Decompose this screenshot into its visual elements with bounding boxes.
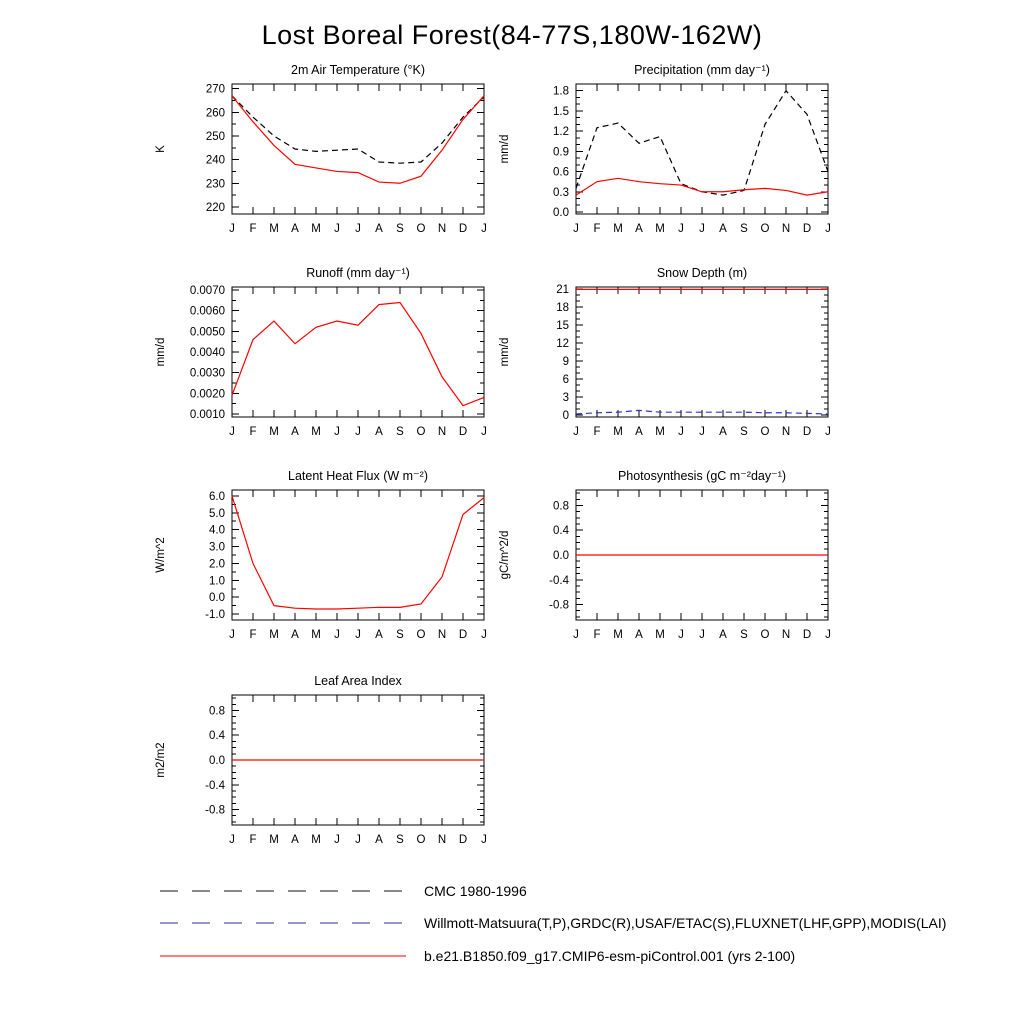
svg-text:J: J — [355, 834, 361, 846]
svg-text:O: O — [416, 426, 426, 438]
svg-text:A: A — [291, 426, 299, 438]
svg-text:0.3: 0.3 — [553, 186, 569, 199]
svg-text:A: A — [635, 426, 643, 438]
svg-text:M: M — [655, 223, 665, 235]
svg-text:A: A — [375, 223, 383, 235]
svg-text:J: J — [678, 426, 684, 438]
svg-text:A: A — [635, 629, 643, 641]
svg-text:N: N — [437, 629, 447, 641]
chart-2m-air-temperature — [146, 58, 496, 243]
svg-text:0.8: 0.8 — [553, 500, 569, 513]
svg-text:F: F — [593, 629, 601, 641]
svg-text:0.0020: 0.0020 — [189, 388, 225, 401]
chart-photosynthesis — [490, 464, 840, 649]
svg-text:F: F — [249, 834, 257, 846]
svg-text:1.0: 1.0 — [209, 575, 225, 588]
svg-text:F: F — [249, 223, 257, 235]
svg-text:N: N — [781, 223, 791, 235]
svg-text:J: J — [573, 629, 579, 641]
svg-text:Precipitation (mm day⁻¹): Precipitation (mm day⁻¹) — [634, 63, 770, 77]
svg-text:0.0: 0.0 — [553, 550, 569, 562]
svg-text:J: J — [825, 629, 831, 641]
svg-text:220: 220 — [205, 201, 225, 214]
svg-text:A: A — [375, 426, 383, 438]
svg-text:M: M — [311, 629, 321, 641]
svg-text:mm/d: mm/d — [499, 134, 511, 164]
svg-text:J: J — [699, 426, 705, 438]
svg-text:1.5: 1.5 — [553, 105, 569, 118]
svg-text:4.0: 4.0 — [209, 524, 225, 537]
svg-text:M: M — [655, 426, 665, 438]
svg-text:D: D — [458, 629, 468, 641]
svg-text:260: 260 — [205, 107, 225, 120]
svg-text:-1.0: -1.0 — [205, 609, 225, 622]
svg-text:Leaf Area Index: Leaf Area Index — [314, 674, 402, 688]
svg-text:0.0: 0.0 — [209, 755, 225, 767]
svg-text:J: J — [573, 223, 579, 235]
svg-text:6: 6 — [562, 374, 569, 387]
svg-text:J: J — [699, 629, 705, 641]
svg-text:O: O — [760, 223, 770, 235]
svg-text:S: S — [396, 426, 404, 438]
legend-row-obs — [158, 914, 946, 932]
svg-text:N: N — [781, 426, 791, 438]
svg-text:O: O — [416, 834, 426, 846]
svg-text:S: S — [396, 223, 404, 235]
svg-text:D: D — [802, 629, 812, 641]
svg-text:M: M — [311, 426, 321, 438]
svg-text:J: J — [678, 629, 684, 641]
svg-text:240: 240 — [205, 154, 225, 167]
svg-text:D: D — [802, 426, 812, 438]
svg-text:J: J — [334, 834, 340, 846]
svg-text:S: S — [740, 629, 748, 641]
svg-text:O: O — [416, 629, 426, 641]
svg-text:J: J — [334, 426, 340, 438]
svg-text:N: N — [437, 223, 447, 235]
svg-text:J: J — [334, 223, 340, 235]
figure-title: Lost Boreal Forest(84-77S,180W-162W) — [261, 20, 763, 50]
svg-text:M: M — [613, 629, 623, 641]
svg-text:0.0070: 0.0070 — [189, 285, 225, 298]
svg-text:0.8: 0.8 — [209, 705, 225, 718]
svg-text:0: 0 — [562, 410, 569, 423]
svg-text:W/m^2: W/m^2 — [155, 537, 167, 573]
svg-text:M: M — [269, 426, 279, 438]
svg-text:2.0: 2.0 — [209, 558, 225, 571]
svg-text:M: M — [269, 834, 279, 846]
svg-text:O: O — [416, 223, 426, 235]
svg-text:6.0: 6.0 — [209, 490, 225, 503]
svg-text:0.0060: 0.0060 — [189, 305, 225, 318]
svg-text:gC/m^2/d: gC/m^2/d — [499, 530, 511, 580]
svg-text:O: O — [760, 426, 770, 438]
chart-latent-heat-flux — [146, 464, 496, 649]
svg-text:N: N — [781, 629, 791, 641]
svg-text:A: A — [719, 629, 727, 641]
legend-row-cmc — [158, 882, 527, 900]
svg-text:21: 21 — [556, 283, 569, 296]
svg-text:J: J — [481, 223, 487, 235]
svg-text:J: J — [481, 629, 487, 641]
svg-text:0.4: 0.4 — [209, 730, 225, 743]
svg-text:3: 3 — [562, 392, 569, 405]
svg-text:1.8: 1.8 — [553, 85, 569, 98]
svg-text:M: M — [613, 223, 623, 235]
svg-text:0.0050: 0.0050 — [189, 326, 225, 339]
svg-text:S: S — [396, 834, 404, 846]
svg-text:Runoff (mm day⁻¹): Runoff (mm day⁻¹) — [306, 266, 410, 280]
svg-text:A: A — [291, 223, 299, 235]
svg-text:D: D — [802, 223, 812, 235]
svg-text:J: J — [229, 426, 235, 438]
svg-text:A: A — [719, 426, 727, 438]
svg-text:A: A — [719, 223, 727, 235]
legend-label-cmc: CMC 1980-1996 — [424, 883, 527, 899]
legend-label-obs: Willmott-Matsuura(T,P),GRDC(R),USAF/ETAC(S),FLUXNET(LHF,GPP),MODIS(LAI) — [424, 915, 947, 931]
svg-text:-0.8: -0.8 — [549, 599, 569, 612]
svg-text:Latent Heat Flux (W m⁻²): Latent Heat Flux (W m⁻²) — [288, 469, 428, 483]
svg-text:K: K — [155, 145, 167, 153]
svg-text:5.0: 5.0 — [209, 507, 225, 520]
svg-text:2m Air Temperature (°K): 2m Air Temperature (°K) — [291, 63, 425, 77]
svg-text:J: J — [481, 834, 487, 846]
chart-precipitation — [490, 58, 840, 243]
svg-text:J: J — [825, 223, 831, 235]
svg-text:N: N — [437, 834, 447, 846]
svg-text:0.4: 0.4 — [553, 525, 569, 538]
svg-text:250: 250 — [205, 131, 225, 143]
svg-text:0.9: 0.9 — [553, 146, 569, 159]
svg-text:J: J — [699, 223, 705, 235]
legend-label-model: b.e21.B1850.f09_g17.CMIP6-esm-piControl.001 (yrs 2-100) — [424, 948, 796, 964]
svg-text:J: J — [481, 426, 487, 438]
svg-text:D: D — [458, 223, 468, 235]
svg-text:-0.4: -0.4 — [205, 779, 225, 792]
svg-text:S: S — [396, 629, 404, 641]
svg-text:-0.4: -0.4 — [549, 574, 569, 587]
svg-text:0.0: 0.0 — [553, 206, 569, 219]
svg-text:12: 12 — [556, 337, 569, 350]
legend-row-model — [158, 947, 795, 965]
svg-text:Photosynthesis (gC m⁻²day⁻¹): Photosynthesis (gC m⁻²day⁻¹) — [617, 469, 787, 483]
chart-leaf-area-index — [146, 669, 496, 854]
svg-text:M: M — [613, 426, 623, 438]
svg-text:F: F — [249, 426, 257, 438]
svg-text:O: O — [760, 629, 770, 641]
svg-text:F: F — [593, 223, 601, 235]
svg-text:A: A — [291, 629, 299, 641]
svg-text:S: S — [740, 426, 748, 438]
svg-text:J: J — [229, 834, 235, 846]
svg-text:S: S — [740, 223, 748, 235]
svg-text:M: M — [655, 629, 665, 641]
svg-text:A: A — [291, 834, 299, 846]
svg-text:J: J — [355, 629, 361, 641]
svg-text:0.0030: 0.0030 — [189, 367, 225, 380]
chart-snow-depth — [490, 261, 840, 446]
svg-text:D: D — [458, 426, 468, 438]
svg-text:270: 270 — [205, 83, 225, 96]
svg-text:Snow Depth (m): Snow Depth (m) — [656, 266, 748, 280]
svg-text:3.0: 3.0 — [209, 541, 225, 554]
svg-text:M: M — [311, 223, 321, 235]
svg-text:A: A — [375, 629, 383, 641]
svg-text:mm/d: mm/d — [155, 337, 167, 367]
svg-text:J: J — [229, 629, 235, 641]
svg-text:M: M — [269, 629, 279, 641]
svg-text:M: M — [269, 223, 279, 235]
svg-text:9: 9 — [562, 356, 569, 369]
svg-text:1.2: 1.2 — [553, 126, 569, 139]
svg-text:J: J — [355, 426, 361, 438]
svg-text:J: J — [573, 426, 579, 438]
svg-text:A: A — [635, 223, 643, 235]
svg-text:0.0010: 0.0010 — [189, 408, 225, 421]
legend-line-model-icon — [158, 948, 408, 964]
svg-text:M: M — [311, 834, 321, 846]
svg-text:J: J — [678, 223, 684, 235]
svg-text:0.6: 0.6 — [553, 166, 569, 179]
svg-text:0.0040: 0.0040 — [189, 347, 225, 359]
svg-text:D: D — [458, 834, 468, 846]
svg-text:J: J — [334, 629, 340, 641]
svg-text:15: 15 — [556, 319, 569, 332]
svg-text:18: 18 — [556, 301, 569, 314]
svg-text:N: N — [437, 426, 447, 438]
svg-text:F: F — [249, 629, 257, 641]
svg-text:J: J — [355, 223, 361, 235]
svg-text:A: A — [375, 834, 383, 846]
svg-text:J: J — [229, 223, 235, 235]
svg-text:J: J — [825, 426, 831, 438]
svg-text:0.0: 0.0 — [209, 592, 225, 605]
legend-line-obs-icon — [158, 915, 408, 931]
svg-text:230: 230 — [205, 178, 225, 191]
svg-text:mm/d: mm/d — [499, 337, 511, 367]
chart-runoff — [146, 261, 496, 446]
svg-text:F: F — [593, 426, 601, 438]
svg-text:-0.8: -0.8 — [205, 804, 225, 817]
svg-text:m2/m2: m2/m2 — [155, 742, 167, 778]
legend-line-cmc-icon — [158, 883, 408, 899]
